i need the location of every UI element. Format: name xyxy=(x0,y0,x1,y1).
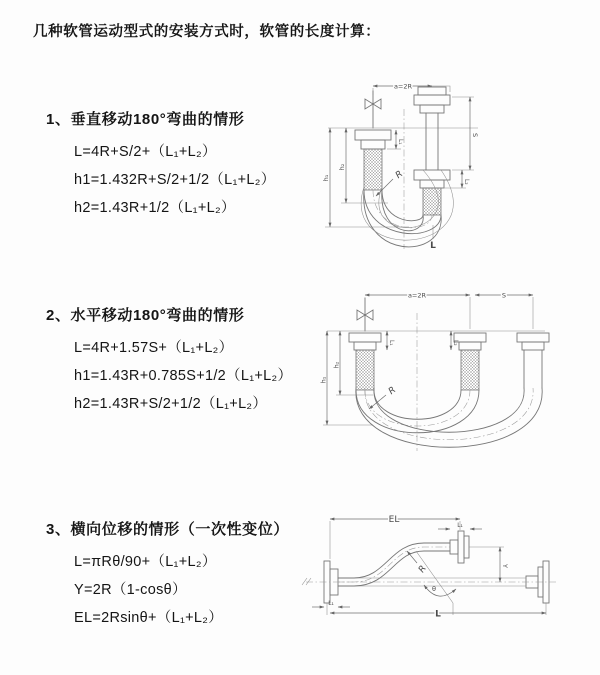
radius-label: R xyxy=(386,385,399,397)
dim-label-el: EL xyxy=(388,515,400,525)
dim-label-l2: L₂ xyxy=(452,340,458,346)
dim-label-l1: L₁ xyxy=(457,523,463,529)
dim-width xyxy=(373,82,450,95)
dim-label-l1b: L₁ xyxy=(328,601,334,607)
dim-label-l1: L₁ xyxy=(397,139,403,145)
formula-length: L=4R+S/2+（L₁+L₂） xyxy=(74,144,217,160)
left-flange xyxy=(349,333,381,390)
dim-label-s: S xyxy=(471,133,479,138)
section-1 xyxy=(46,108,331,222)
radius-label: R xyxy=(393,169,406,181)
section-3-heading: 3、横向位移的情形（一次性变位） xyxy=(46,521,289,538)
valve-icon xyxy=(357,298,373,331)
dim-label-h2: h₂ xyxy=(338,163,346,171)
dim-stroke xyxy=(452,97,479,170)
section-2-formulas xyxy=(74,334,331,418)
dim-y xyxy=(469,547,509,582)
right-flange-stack xyxy=(414,87,450,215)
section-1-formulas xyxy=(74,138,331,222)
dim-label-a2r: a=2R xyxy=(393,82,413,91)
section-3-formulas xyxy=(74,548,331,632)
section-2-heading: 2、水平移动180°弯曲的情形 xyxy=(46,307,245,324)
dim-label-l1: L₁ xyxy=(388,340,394,346)
formula-h1: h1=1.432R+S/2+1/2（L₁+L₂） xyxy=(74,172,276,188)
angle-theta xyxy=(416,551,456,615)
displaced-flange xyxy=(517,333,549,388)
formula-y: Y=2R（1-cosθ） xyxy=(74,582,187,598)
angle-label-theta: θ xyxy=(432,585,436,593)
left-flange xyxy=(355,130,391,190)
dim-stroke xyxy=(475,291,533,299)
formula-length: L=4R+1.57S+（L₁+L₂） xyxy=(74,340,234,356)
dim-l1 xyxy=(387,331,394,350)
radius-label: R xyxy=(417,564,429,575)
radius-callout xyxy=(407,551,429,575)
dim-length xyxy=(327,603,546,620)
formula-el: EL=2Rsinθ+（L₁+L₂） xyxy=(74,610,224,626)
length-label: L xyxy=(435,609,441,620)
section-3 xyxy=(46,518,331,632)
dim-l1-top xyxy=(438,523,482,529)
dim-label-a2r: a=2R xyxy=(407,291,427,300)
diagram-lateral-displacement xyxy=(298,505,583,650)
dim-l1-bottom xyxy=(312,601,350,607)
dim-label-s: S xyxy=(501,291,507,300)
dim-l2 xyxy=(451,331,458,350)
dim-label-h1: h₁ xyxy=(319,376,328,384)
section-2 xyxy=(46,304,331,418)
diagram-vertical-180-bend xyxy=(312,75,537,255)
dim-el xyxy=(330,515,460,559)
length-label: L xyxy=(430,241,436,251)
section-1-heading: 1、垂直移动180°弯曲的情形 xyxy=(46,111,245,128)
dim-l1 xyxy=(387,130,403,149)
dim-label-h1: h₁ xyxy=(322,174,330,182)
formula-h2: h2=1.43R+1/2（L₁+L₂） xyxy=(74,200,236,216)
dim-label-y: Y xyxy=(501,564,509,568)
dim-l2 xyxy=(443,170,469,188)
page-title: 几种软管运动型式的安装方式时，软管的长度计算： xyxy=(33,24,381,40)
top-right-flange xyxy=(450,531,469,563)
dim-label-h2: h₂ xyxy=(332,361,341,369)
dim-label-l2: L₂ xyxy=(463,179,469,185)
dim-width xyxy=(365,291,470,299)
hose-s-curve xyxy=(338,543,450,586)
diagram-horizontal-180-bend xyxy=(315,285,550,455)
valve-icon xyxy=(365,91,381,128)
formula-length: L=πRθ/90+（L₁+L₂） xyxy=(74,554,217,570)
formula-h2: h2=1.43R+S/2+1/2（L₁+L₂） xyxy=(74,396,268,412)
formula-h1: h1=1.43R+0.785S+1/2（L₁+L₂） xyxy=(74,368,293,384)
